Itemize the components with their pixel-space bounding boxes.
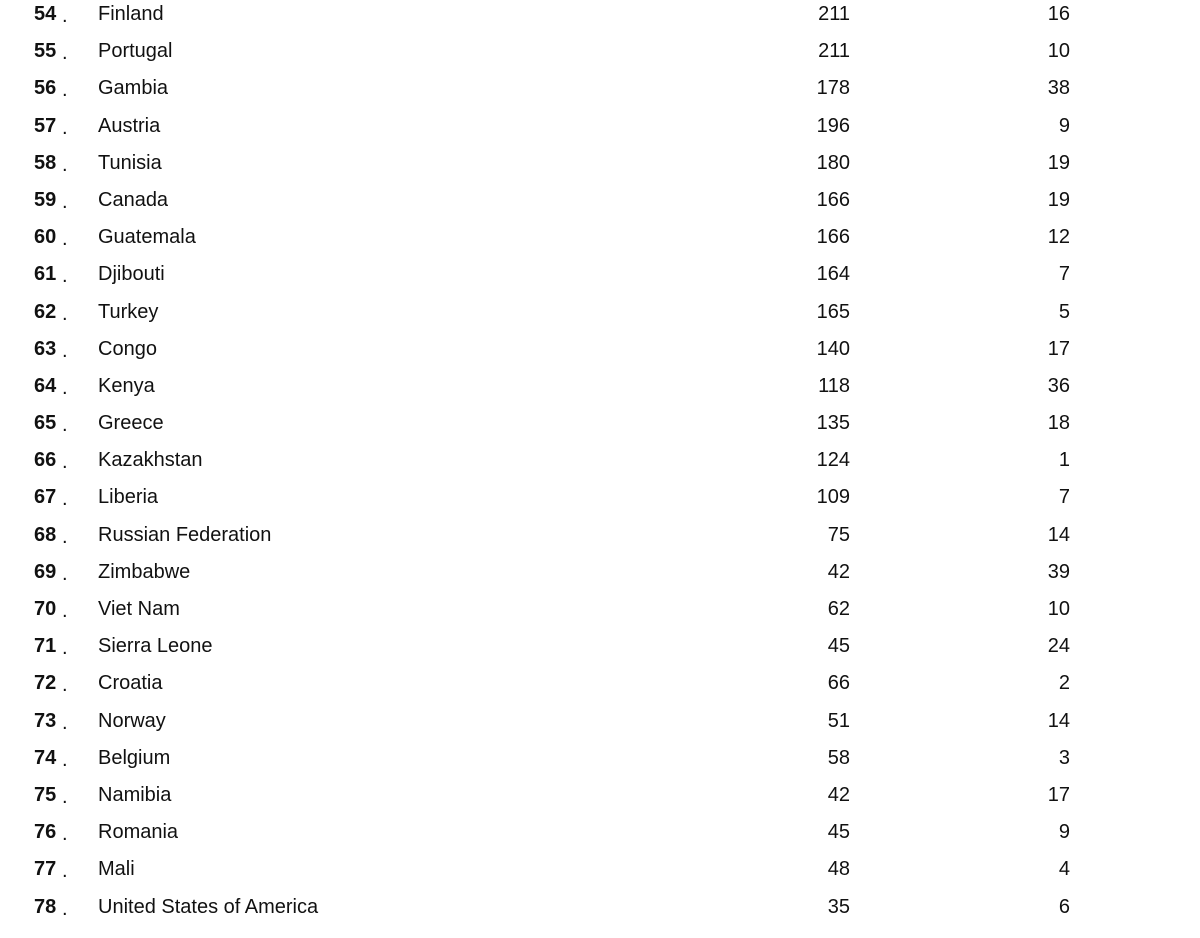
country-name: Finland: [98, 3, 164, 25]
country-name: Austria: [98, 114, 161, 137]
country-name: Viet Nam: [98, 598, 180, 620]
rank-separator: .: [62, 674, 68, 697]
table-row: [0, 366, 1200, 403]
rank-separator: .: [62, 414, 68, 437]
value-column-a: 166: [816, 226, 850, 249]
rank-number: 57: [34, 114, 57, 137]
country-name: Namibia: [98, 783, 172, 806]
rank-number: 70: [34, 598, 57, 620]
table-row: [0, 68, 1200, 105]
table-row: [0, 589, 1200, 626]
rank-separator: .: [62, 860, 68, 883]
value-column-a: 180: [816, 151, 850, 174]
value-column-b: 19: [1047, 151, 1070, 174]
value-column-b: 10: [1047, 40, 1070, 63]
value-column-a: 66: [827, 672, 850, 695]
rank-number: 72: [34, 672, 57, 695]
value-column-b: 4: [1058, 858, 1070, 881]
rank-separator: .: [62, 823, 68, 846]
country-name: Canada: [98, 188, 169, 211]
rank-number: 74: [34, 746, 57, 769]
value-column-a: 166: [816, 188, 850, 211]
rank-number: 61: [34, 263, 57, 286]
country-name: Guatemala: [98, 226, 196, 249]
country-name: Kazakhstan: [98, 449, 203, 472]
table-row: [0, 477, 1200, 514]
country-name: Norway: [98, 709, 166, 732]
value-column-a: 135: [816, 412, 850, 435]
country-name: Djibouti: [98, 263, 165, 286]
table-row: [0, 515, 1200, 552]
rank-number: 63: [34, 337, 57, 360]
rank-separator: .: [62, 562, 68, 585]
country-name: Sierra Leone: [98, 635, 213, 658]
table-row: [0, 738, 1200, 775]
rank-number: 76: [34, 821, 57, 844]
value-column-b: 17: [1047, 337, 1070, 360]
value-column-a: 45: [827, 821, 850, 844]
value-column-a: 118: [818, 374, 850, 397]
value-column-b: 18: [1047, 412, 1070, 435]
rank-separator: .: [62, 302, 68, 325]
rank-number: 58: [34, 151, 57, 174]
table-row: [0, 143, 1200, 180]
rank-separator: .: [62, 265, 68, 288]
rank-separator: .: [62, 190, 68, 213]
table-row: [0, 292, 1200, 329]
table-row: [0, 701, 1200, 738]
rank-number: 68: [34, 523, 57, 546]
value-column-b: 14: [1047, 523, 1070, 546]
rank-separator: .: [62, 339, 68, 362]
rank-separator: .: [62, 42, 68, 65]
country-name: Zimbabwe: [98, 560, 191, 583]
rank-number: 65: [34, 412, 57, 435]
country-name: United States of America: [98, 895, 319, 918]
value-column-a: 62: [827, 598, 850, 620]
rank-separator: .: [62, 116, 68, 139]
value-column-b: 10: [1047, 598, 1070, 620]
country-name: Croatia: [98, 672, 163, 695]
table-row: [0, 849, 1200, 886]
rank-separator: .: [62, 711, 68, 734]
value-column-b: 1: [1058, 449, 1070, 472]
country-name: Portugal: [98, 40, 173, 63]
value-column-a: 42: [827, 560, 850, 583]
value-column-a: 75: [827, 523, 850, 546]
rank-number: 71: [34, 635, 57, 658]
rank-number: 59: [34, 188, 57, 211]
value-column-b: 6: [1058, 895, 1070, 918]
rank-separator: .: [62, 488, 68, 511]
rank-separator: .: [62, 79, 68, 102]
rank-number: 78: [34, 895, 57, 918]
value-column-a: 164: [816, 263, 850, 286]
table-row: [0, 329, 1200, 366]
rank-number: 75: [34, 783, 57, 806]
rank-separator: .: [62, 637, 68, 660]
table-row: [0, 626, 1200, 663]
value-column-b: 5: [1058, 300, 1070, 323]
table-row: [0, 663, 1200, 700]
value-column-b: 2: [1058, 672, 1070, 695]
country-name: Liberia: [98, 486, 159, 509]
country-name: Belgium: [98, 746, 171, 769]
value-column-b: 9: [1058, 114, 1070, 137]
value-column-b: 9: [1058, 821, 1070, 844]
table-row: [0, 552, 1200, 589]
rank-number: 55: [34, 40, 57, 63]
value-column-a: 140: [816, 337, 850, 360]
value-column-a: 45: [827, 635, 850, 658]
value-column-b: 39: [1047, 560, 1070, 583]
rank-separator: .: [62, 748, 68, 771]
country-name: Kenya: [98, 374, 155, 397]
value-column-a: 211: [818, 3, 850, 25]
table-row: [0, 440, 1200, 477]
country-name: Gambia: [98, 77, 169, 100]
value-column-b: 3: [1058, 746, 1070, 769]
rank-separator: .: [62, 525, 68, 548]
value-column-a: 109: [816, 486, 850, 509]
rank-separator: .: [62, 153, 68, 176]
rank-separator: .: [62, 376, 68, 399]
value-column-b: 38: [1047, 77, 1070, 100]
rank-separator: .: [62, 228, 68, 251]
rank-number: 62: [34, 300, 57, 323]
country-name: Mali: [98, 858, 135, 881]
value-column-a: 196: [816, 114, 850, 137]
country-name: Russian Federation: [98, 523, 272, 546]
table-row: [0, 106, 1200, 143]
value-column-a: 124: [816, 449, 850, 472]
rank-number: 77: [34, 858, 57, 881]
table-row: [0, 254, 1200, 291]
value-column-a: 211: [818, 40, 850, 63]
value-column-b: 14: [1047, 709, 1070, 732]
rank-separator: .: [62, 785, 68, 808]
country-name: Turkey: [98, 300, 159, 323]
rank-separator: .: [62, 5, 68, 27]
table-row: [0, 180, 1200, 217]
value-column-b: 24: [1047, 635, 1070, 658]
country-name: Greece: [98, 412, 164, 435]
rank-number: 69: [34, 560, 57, 583]
rank-number: 56: [34, 77, 57, 100]
value-column-a: 165: [816, 300, 850, 323]
table-row: [0, 887, 1200, 924]
rank-number: 64: [34, 374, 57, 397]
table-row: [0, 812, 1200, 849]
country-name: Romania: [98, 821, 179, 844]
value-column-a: 58: [827, 746, 850, 769]
rank-number: 66: [34, 449, 57, 472]
rank-separator: .: [62, 897, 68, 920]
rank-separator: .: [62, 600, 68, 622]
table-row: [0, 0, 1200, 31]
value-column-a: 51: [827, 709, 850, 732]
table-row: [0, 403, 1200, 440]
country-name: Tunisia: [98, 151, 162, 174]
value-column-b: 7: [1058, 486, 1070, 509]
table-row: [0, 217, 1200, 254]
rank-number: 54: [34, 3, 57, 25]
table-row: [0, 31, 1200, 68]
value-column-b: 36: [1047, 374, 1070, 397]
rank-separator: .: [62, 451, 68, 474]
table-row: [0, 775, 1200, 812]
rank-number: 73: [34, 709, 57, 732]
value-column-b: 16: [1047, 3, 1070, 25]
value-column-a: 42: [827, 783, 850, 806]
value-column-b: 17: [1047, 783, 1070, 806]
value-column-a: 48: [827, 858, 850, 881]
value-column-b: 19: [1047, 188, 1070, 211]
value-column-b: 7: [1058, 263, 1070, 286]
rank-number: 60: [34, 226, 57, 249]
value-column-b: 12: [1047, 226, 1070, 249]
country-name: Congo: [98, 337, 157, 360]
value-column-a: 35: [827, 895, 850, 918]
value-column-a: 178: [816, 77, 850, 100]
rank-number: 67: [34, 486, 57, 509]
